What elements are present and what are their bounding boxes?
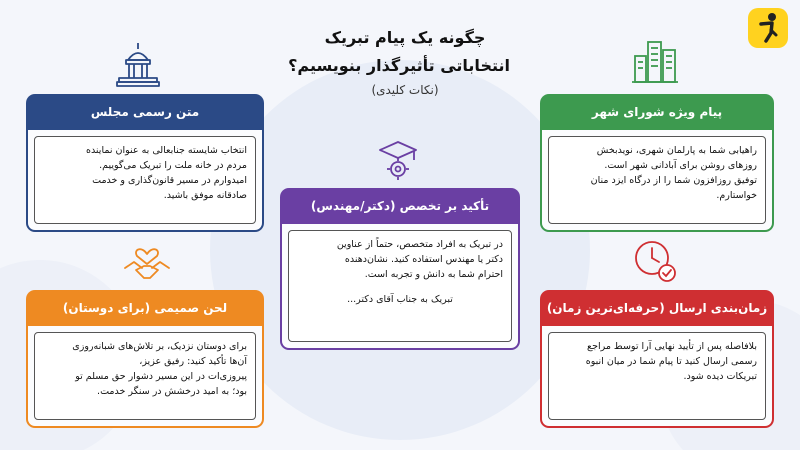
person-logo-icon: [748, 8, 788, 48]
clock-check-icon: [630, 236, 678, 284]
page-title: [288, 24, 510, 100]
card-takhassos: [280, 188, 520, 350]
card-shora-line: روزهای روشن برای آبادانی شهر است.: [604, 160, 757, 171]
card-samimi-line: آن‌ها تأکید کنید: رفیق عزیز،: [139, 356, 247, 367]
card-majlis-header: متن رسمی مجلس: [26, 94, 264, 130]
title-line-1: چگونه یک پیام تبریک: [324, 28, 486, 47]
card-zaman-line: تبریکات دیده شود.: [683, 371, 757, 382]
card-takhassos-line: در تبریک به افراد متخصص، حتماً از عناوین: [336, 239, 503, 250]
card-majlis-line: امیدوارم در مسیر قانون‌گذاری و خدمت: [92, 175, 247, 186]
parliament-building-icon: [115, 40, 161, 88]
card-zaman-line: رسمی ارسال کنید تا پیام شما در میان انبوه: [585, 356, 757, 367]
card-takhassos-text: [288, 230, 512, 342]
card-shora-text: [548, 136, 766, 224]
card-majlis-line: صادقانه موفق باشید.: [163, 190, 247, 201]
card-shora-line: خواستارم.: [716, 190, 757, 201]
card-majlis: [26, 94, 264, 232]
brand-logo: [748, 8, 788, 48]
card-zaman-text: [548, 332, 766, 420]
card-takhassos-line: دکتر یا مهندس استفاده کنید. نشان‌دهنده: [344, 254, 503, 265]
card-samimi-line: پیروزی‌ات در این مسیر دشوار حق مسلم تو: [75, 371, 247, 382]
card-takhassos-line: احترام شما به دانش و تجربه است.: [364, 269, 503, 280]
card-takhassos-header: تأکید بر تخصص (دکتر/مهندس): [280, 188, 520, 224]
city-buildings-icon: [630, 36, 680, 86]
card-zaman: [540, 290, 774, 428]
card-shora-line: توفیق روزافزون شما را از درگاه ایزد منان: [590, 175, 757, 186]
card-zaman-header: زمان‌بندی ارسال (حرفه‌ای‌ترین زمان): [540, 290, 774, 326]
card-shora-header: پیام ویژه شورای شهر: [540, 94, 774, 130]
card-majlis-text: [34, 136, 256, 224]
title-subtitle: (نکات کلیدی): [371, 83, 439, 97]
card-samimi-line: برای دوستان نزدیک، بر تلاش‌های شبانه‌روزی: [72, 341, 247, 352]
handshake-heart-icon: [122, 238, 172, 284]
card-shora-line: راهیابی شما به پارلمان شهری، نویدبخش: [596, 145, 757, 156]
card-samimi-text: [34, 332, 256, 420]
card-shora: [540, 94, 774, 232]
title-line-2: انتخاباتی تأثیرگذار بنویسیم؟: [288, 56, 510, 75]
card-samimi: [26, 290, 264, 428]
card-majlis-line: انتخاب شایسته جنابعالی به عنوان نماینده: [85, 145, 247, 156]
graduation-cap-gear-icon: [374, 138, 422, 182]
card-takhassos-example: تبریک به جناب آقای دکتر...: [347, 294, 453, 305]
card-samimi-line: بود؛ به امید درخشش در سنگر خدمت.: [97, 386, 247, 397]
card-zaman-line: بلافاصله پس از تأیید نهایی آرا توسط مراجع: [587, 341, 757, 352]
card-majlis-line: مردم در خانه ملت را تبریک می‌گوییم.: [99, 160, 247, 171]
card-samimi-header: لحن صمیمی (برای دوستان): [26, 290, 264, 326]
